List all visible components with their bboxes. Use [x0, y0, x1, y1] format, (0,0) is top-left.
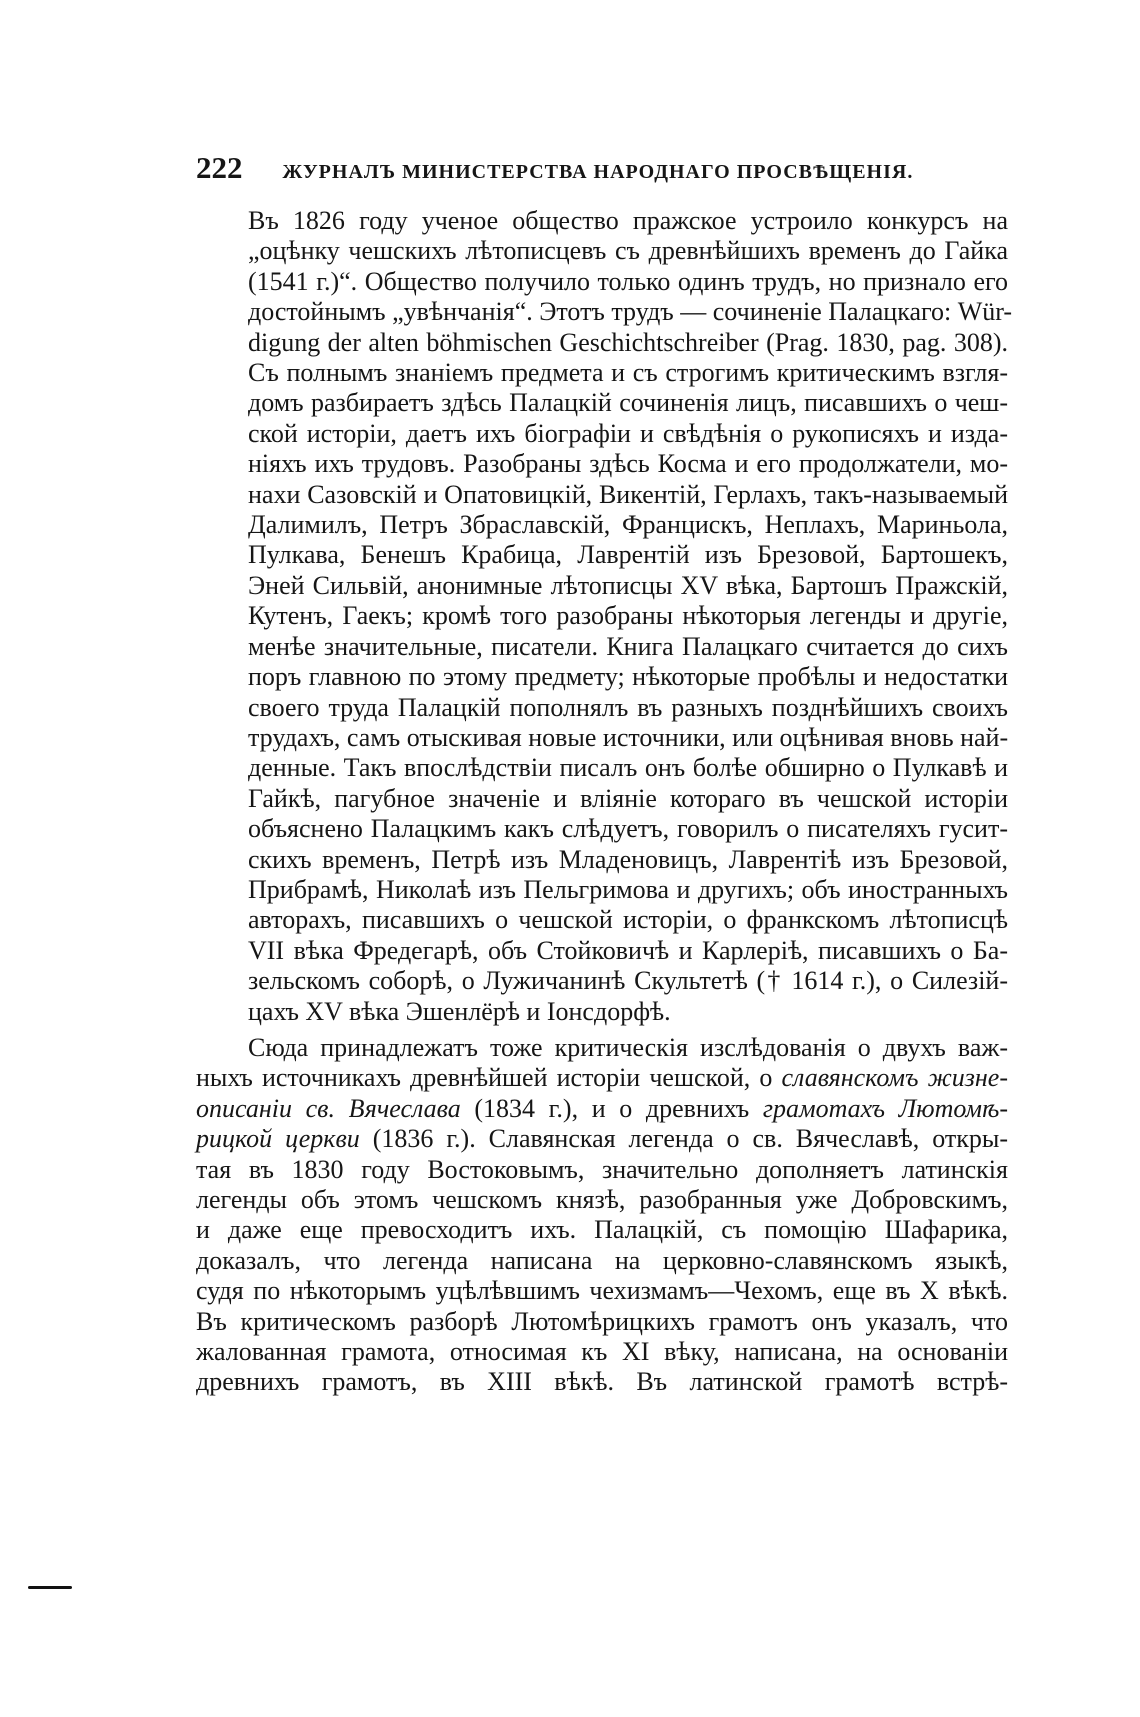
text-line: денные. Такъ впослѣдствіи писалъ онъ болѣе обширно о Пулкавѣ и	[248, 753, 1008, 783]
text-line: поръ главною по этому предмету; нѣкоторые пробѣлы и недостатки	[248, 662, 1008, 692]
italic-title: описаніи св. Вячеслава	[196, 1093, 461, 1123]
text-line: „оцѣнку чешскихъ лѣтописцевъ съ древнѣйшихъ временъ до Гайка	[248, 236, 1008, 266]
text-line	[196, 1124, 1008, 1154]
text-line: Пулкава, Бенешъ Крабица, Лаврентій изъ Брезовой, Бартошекъ,	[248, 540, 1008, 570]
text-line: Въ критическомъ разборѣ Лютомѣрицкихъ грамотъ онъ указалъ, что	[196, 1306, 1008, 1336]
italic-title: рицкой церкви	[196, 1124, 360, 1154]
page-header	[196, 150, 996, 186]
italic-title: грамотахъ Лютомѣ-	[762, 1093, 1008, 1123]
text-line: Прибрамѣ, Николаѣ изъ Пельгримова и другихъ; объ иностранныхъ	[248, 874, 1008, 904]
text-line: домъ разбираетъ здѣсь Палацкій сочиненія лицъ, писавшихъ о чеш-	[248, 388, 1008, 418]
page-number: 222	[196, 150, 243, 185]
text-line: трудахъ, самъ отыскивая новые источники, или оцѣнивая вновь най-	[248, 722, 1009, 752]
paragraph-1	[196, 206, 1013, 1027]
text-line: VII вѣка Фредегарѣ, объ Стойковичѣ и Карлеріѣ, писавшихъ о Ба-	[248, 935, 1008, 965]
paragraph-2	[196, 1033, 1008, 1398]
text-line: легенды объ этомъ чешскомъ князѣ, разобранныя уже Добровскимъ,	[196, 1185, 1008, 1214]
text-line: Кутенъ, Гаекъ; кромѣ того разобраны нѣкоторыя легенды и другіе,	[248, 601, 1008, 631]
text-line: ніяхъ ихъ трудовъ. Разобраны здѣсь Косма и его продолжатели, мо-	[248, 449, 1008, 479]
text-line	[196, 1094, 1008, 1124]
margin-mark	[28, 1586, 72, 1589]
text-run: ныхъ источникахъ древнѣйшей исторіи чешской, о	[196, 1063, 782, 1093]
italic-title: славянскомъ жизне-	[781, 1063, 1008, 1093]
text-line: доказалъ, что легенда написана на церковно-славянскомъ языкѣ,	[196, 1245, 1008, 1275]
text-line	[196, 1033, 1008, 1063]
text-run: Сюда принадлежатъ тоже критическія изслѣдованія о двухъ важ-	[248, 1032, 1008, 1062]
text-line: древнихъ грамотъ, въ XIII вѣкѣ. Въ латинской грамотѣ встрѣ-	[196, 1367, 1008, 1397]
text-line: ской исторіи, даетъ ихъ біографіи и свѣдѣнія о рукописяхъ и изда-	[248, 418, 1008, 448]
text-line: скихъ временъ, Петрѣ изъ Младеновицъ, Лаврентіѣ изъ Брезовой,	[248, 844, 1008, 874]
text-line: (1541 г.)“. Общество получило только одинъ трудъ, но признало его	[248, 266, 1008, 296]
text-line: объяснено Палацкимъ какъ слѣдуетъ, говорилъ о писателяхъ гусит-	[248, 814, 1008, 844]
text-line: тая въ 1830 году Востоковымъ, значительно дополняетъ латинскія	[196, 1154, 1008, 1184]
text-line: достойнымъ „увѣнчанія“. Этотъ трудъ — сочиненіе Палацкаго: Wür-	[248, 297, 1013, 327]
text-run: (1836 г.). Славянская легенда о св. Вячеславѣ, откры-	[359, 1124, 1009, 1154]
text-line: зельскомъ соборѣ, о Лужичанинѣ Скультетѣ († 1614 г.), о Силезій-	[248, 966, 1008, 996]
text-line: авторахъ, писавшихъ о чешской исторіи, о франкскомъ лѣтописцѣ	[248, 905, 1008, 935]
text-line: судя по нѣкоторымъ уцѣлѣвшимъ чехизмамъ—Чехомъ, еще въ X вѣкѣ.	[196, 1276, 1008, 1306]
text-line: нахи Сазовскій и Опатовицкій, Викентій, Герлахъ, такъ-называемый	[248, 479, 1008, 509]
body-text	[196, 206, 1013, 1398]
running-title: ЖУРНАЛЪ МИНИСТЕРСТВА НАРОДНАГО ПРОСВѢЩЕНІЯ.	[282, 161, 914, 183]
text-line: жалованная грамота, относимая къ XI вѣку, написана, на основаніи	[196, 1337, 1008, 1367]
text-line	[196, 1063, 1008, 1093]
text-line: Съ полнымъ знаніемъ предмета и съ строгимъ критическимъ взгля-	[248, 358, 1008, 388]
text-line: Гайкѣ, пагубное значеніе и вліяніе котораго въ чешской исторіи	[248, 783, 1008, 813]
text-line: Далимилъ, Петръ Збраславскій, Францискъ, Неплахъ, Мариньола,	[248, 510, 1008, 540]
text-run: (1834 г.), и о древнихъ	[460, 1093, 763, 1123]
text-line: менѣе значительные, писатели. Книга Палацкаго считается до сихъ	[248, 631, 1008, 661]
text-line: цахъ XV вѣка Эшенлёрѣ и Іонсдорфѣ.	[248, 996, 671, 1026]
text-line: своего труда Палацкій пополнялъ въ разныхъ позднѣйшихъ своихъ	[248, 692, 1008, 722]
text-line: Эней Сильвій, анонимные лѣтописцы XV вѣка, Бартошъ Пражскій,	[248, 570, 1008, 600]
text-line: digung der alten böhmischen Geschichtschreiber (Prag. 1830, pag. 308).	[248, 327, 1008, 357]
text-line: Въ 1826 году ученое общество пражское устроило конкурсъ на	[248, 206, 1008, 235]
text-line: и даже еще превосходитъ ихъ. Палацкій, съ помощію Шафарика,	[196, 1215, 1008, 1245]
